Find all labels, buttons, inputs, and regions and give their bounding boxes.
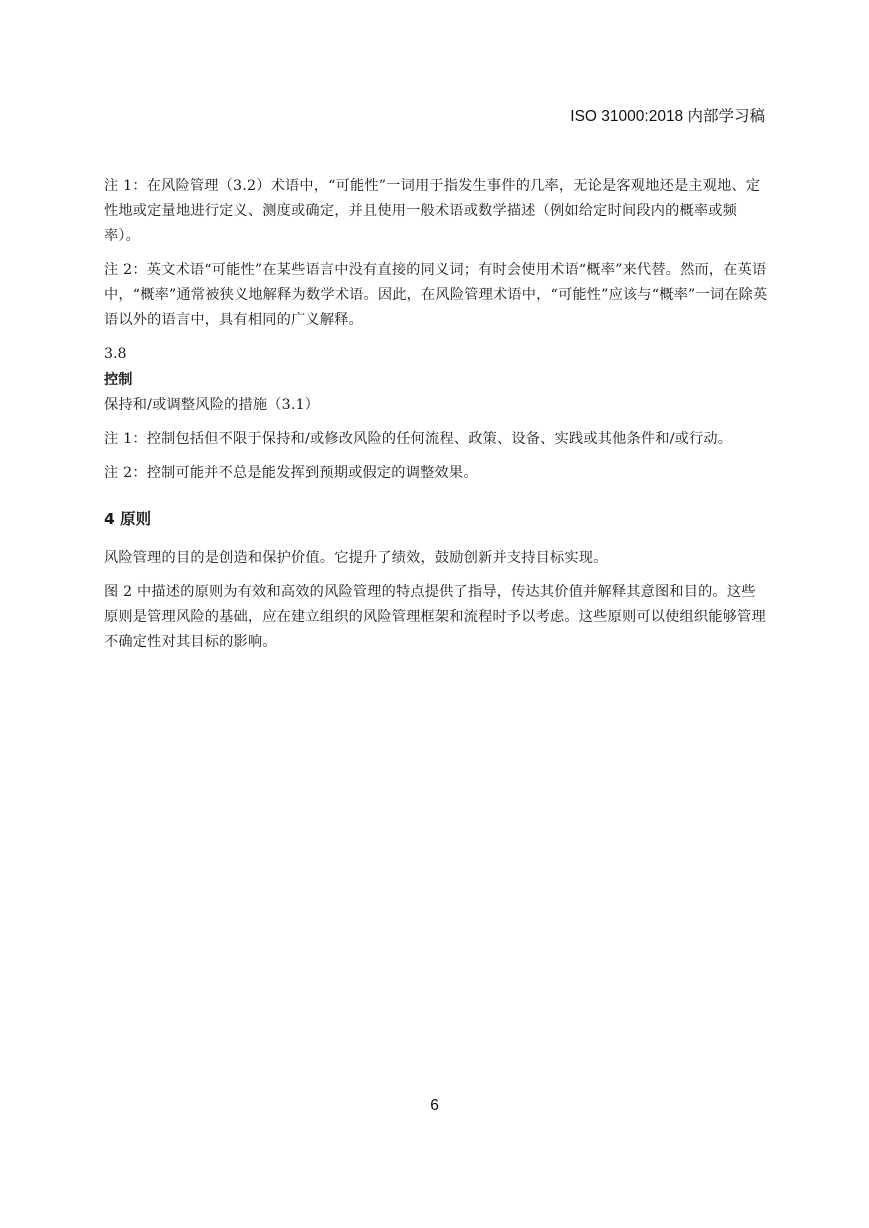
body-paragraph: 图 2 中描述的原则为有效和高效的风险管理的特点提供了指导，传达其价值并解释其意图和目的。这些原则是管理风险的基础，应在建立组织的风险管理框架和流程时予以考虑。这些原则可以使组织能够管理不确定性对其目标的影响。	[104, 584, 766, 650]
note-paragraph: 注 2：控制可能并不总是能发挥到预期或假定的调整效果。	[104, 465, 478, 481]
note-paragraph: 注 1：控制包括但不限于保持和/或修改风险的任何流程、政策、设备、实践或其他条件和/或行动。	[104, 431, 733, 447]
body-paragraph: 风险管理的目的是创造和保护价值。它提升了绩效，鼓励创新并支持目标实现。	[104, 550, 608, 566]
clause-number: 3.8	[104, 346, 127, 362]
page-header: ISO 31000:2018 内部学习稿	[570, 108, 765, 125]
page-number: 6	[430, 1097, 439, 1114]
page-content	[104, 174, 770, 655]
note-paragraph: 注 2：英文术语“可能性”在某些语言中没有直接的同义词；有时会使用术语“概率”来代替。然而，在英语中，“概率”通常被狭义地解释为数学术语。因此，在风险管理术语中，“可能性”应该与“概率”一词在除英语以外的语言中，具有相同的广义解释。	[104, 262, 768, 328]
section-heading: 4 原则	[104, 510, 152, 528]
note-paragraph: 注 1：在风险管理（3.2）术语中，“可能性”一词用于指发生事件的几率，无论是客观地还是主观地、定性地或定量地进行定义、测度或确定，并且使用一般术语或数学描述（例如给定时间段内的概率或频率）。	[104, 178, 761, 244]
term-definition: 保持和/或调整风险的措施（3.1）	[104, 397, 320, 413]
term-title: 控制	[104, 372, 133, 388]
